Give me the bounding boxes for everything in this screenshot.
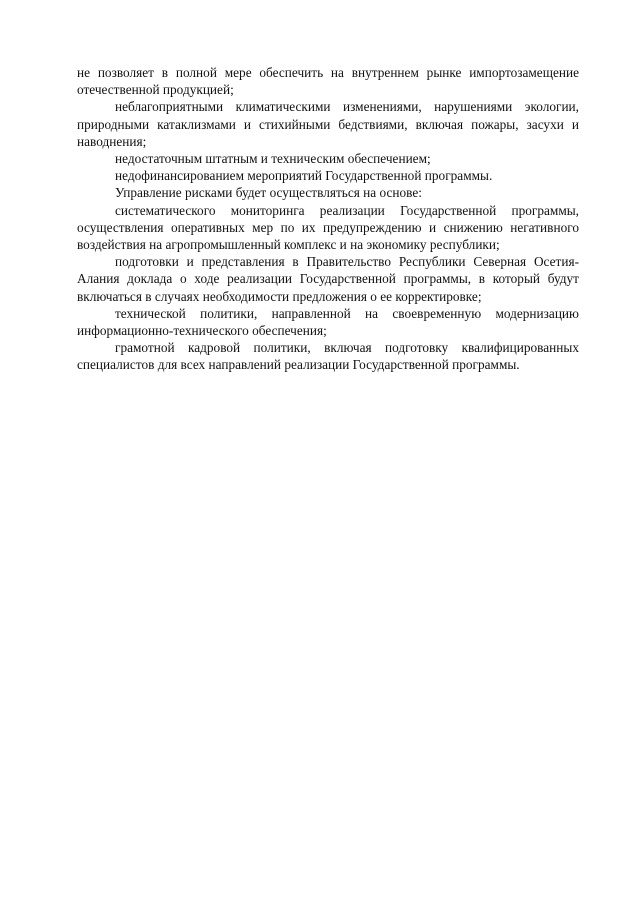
paragraph-staffing: недостаточным штатным и техническим обеспечением; xyxy=(115,151,431,167)
paragraph-technical-policy: технической политики, направленной на своевременную модернизацию информационно-технического обеспечения; xyxy=(77,305,579,339)
paragraph-report: подготовки и представления в Правительство Республики Северная Осетия-Алания доклада о ходе реализации Государственной программы, в который будут включаться в случаях необходимости предложения о ее корректировке; xyxy=(77,254,579,304)
paragraph-underfunding: недофинансированием мероприятий Государственной программы. xyxy=(115,168,493,184)
paragraph-personnel-policy: грамотной кадровой политики, включая подготовку квалифицированных специалистов для всех направлений реализации Государственной программы. xyxy=(77,340,579,373)
paragraph-import-substitution: не позволяет в полной мере обеспечить на внутреннем рынке импортозамещение отечественной продукцией; xyxy=(77,65,579,98)
paragraph-risk-management-intro: Управление рисками будет осуществляться на основе: xyxy=(115,185,422,201)
paragraph-monitoring: систематического мониторинга реализации Государственной программы, осуществления оперативных мер по их предупреждению и снижению негативного воздействия на агропромышленный комплекс и на экономику республики; xyxy=(77,202,579,253)
paragraph-climate-risks: неблагоприятными климатическими изменениями, нарушениями экологии, природными катаклизмами и стихийными бедствиями, включая пожары, засухи и наводнения; xyxy=(77,99,579,149)
document-page xyxy=(77,64,579,374)
